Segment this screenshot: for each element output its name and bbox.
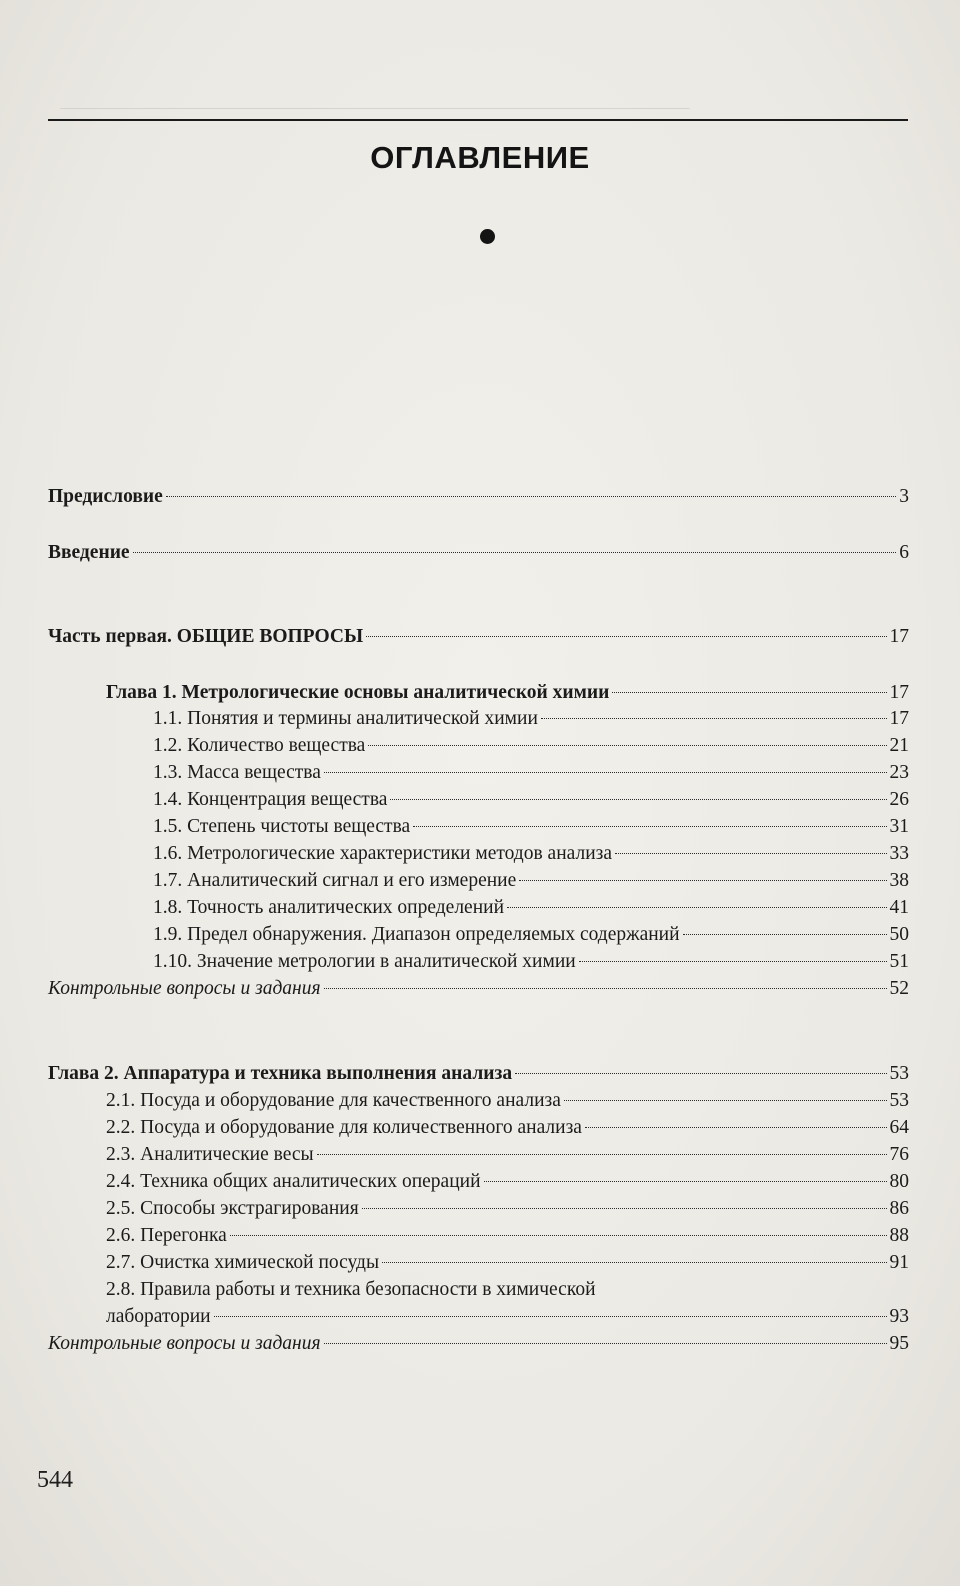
toc-section-title: Значение метрологии в аналитической химии	[196, 951, 576, 972]
toc-section-page: 80	[889, 1171, 909, 1192]
page-title: ОГЛАВЛЕНИЕ	[370, 140, 590, 175]
toc-section-title: Масса вещества	[187, 762, 321, 783]
toc-section-title: Правила работы и техника безопасности в химической	[140, 1279, 596, 1300]
show-through-text: ———————————————————————————————	[60, 96, 690, 118]
dot-leader	[579, 961, 887, 962]
toc-section-2-4	[106, 1170, 909, 1194]
toc-entry-chapter-1-questions	[48, 977, 909, 1001]
dot-leader	[519, 880, 886, 881]
toc-section-label	[153, 815, 410, 839]
toc-section-number: 2.8.	[106, 1279, 136, 1300]
dot-leader	[541, 718, 887, 719]
toc-entry-label: Часть первая. ОБЩИЕ ВОПРОСЫ	[48, 626, 364, 647]
page-number: 544	[37, 1467, 73, 1493]
dot-leader	[214, 1316, 887, 1317]
toc-section-1-1	[153, 707, 909, 731]
toc-entry-chapter-2-questions	[48, 1332, 909, 1356]
toc-entry-preface	[48, 485, 909, 509]
toc-section-title: Посуда и оборудование для количественного анализа	[140, 1117, 582, 1138]
toc-entry-page: 53	[889, 1063, 909, 1084]
toc-section-title: Способы экстрагирования	[140, 1198, 359, 1219]
toc-entry-chapter-1	[106, 681, 909, 705]
toc-section-label	[153, 869, 516, 893]
dot-leader	[362, 1208, 887, 1209]
toc-section-title: Техника общих аналитических операций	[140, 1171, 481, 1192]
toc-section-label	[153, 923, 680, 947]
toc-section-title: Концентрация вещества	[187, 789, 388, 810]
toc-entry-label: Глава 2. Аппаратура и техника выполнения анализа	[48, 1063, 513, 1084]
toc-section-page: 23	[889, 762, 909, 783]
toc-section-page: 93	[889, 1306, 909, 1327]
toc-section-page: 53	[889, 1090, 909, 1111]
toc-section-title: Перегонка	[140, 1225, 227, 1246]
toc-entry-label: Глава 1. Метрологические основы аналитической химии	[106, 682, 610, 703]
toc-section-label	[106, 1170, 481, 1194]
toc-entry-label: Введение	[48, 542, 130, 563]
toc-section-2-2	[106, 1116, 909, 1140]
dot-leader	[133, 552, 897, 553]
toc-section-number: 1.8.	[153, 897, 183, 918]
toc-section-number: 2.5.	[106, 1198, 136, 1219]
toc-section-number: 1.6.	[153, 843, 183, 864]
dot-leader	[382, 1262, 886, 1263]
toc-section-number: 2.6.	[106, 1225, 136, 1246]
toc-section-page: 26	[889, 789, 909, 810]
dot-leader	[324, 772, 887, 773]
toc-section-label	[153, 734, 365, 758]
toc-section-1-8	[153, 896, 909, 920]
toc-section-2-7	[106, 1251, 909, 1275]
toc-section-number: 2.1.	[106, 1090, 136, 1111]
toc-section-label	[106, 1089, 561, 1113]
toc-section-title: Аналитические весы	[140, 1144, 314, 1165]
toc-section-label	[106, 1224, 227, 1248]
toc-entry-label: Контрольные вопросы и задания	[48, 1333, 321, 1354]
toc-section-title-continued: лаборатории	[106, 1306, 211, 1327]
dot-leader	[612, 692, 886, 693]
toc-section-label	[106, 1197, 359, 1221]
toc-section-title: Метрологические характеристики методов анализа	[187, 843, 612, 864]
dot-leader	[390, 799, 886, 800]
dot-leader	[368, 745, 886, 746]
toc-section-title: Посуда и оборудование для качественного анализа	[140, 1090, 561, 1111]
toc-section-page: 76	[889, 1144, 909, 1165]
toc-section-label	[153, 950, 576, 974]
toc-section-page: 17	[889, 708, 909, 729]
toc-section-1-4	[153, 788, 909, 812]
dot-leader	[484, 1181, 887, 1182]
dot-leader	[317, 1154, 887, 1155]
toc-entry-page: 3	[899, 486, 909, 507]
toc-section-2-8-line2	[106, 1305, 909, 1329]
toc-section-number: 2.2.	[106, 1117, 136, 1138]
toc-section-1-5	[153, 815, 909, 839]
toc-section-2-6	[106, 1224, 909, 1248]
toc-section-title: Точность аналитических определений	[187, 897, 505, 918]
title-ornament-dot	[480, 229, 495, 244]
toc-entry-page: 6	[899, 542, 909, 563]
toc-section-2-8-line1	[106, 1278, 596, 1302]
toc-section-page: 38	[889, 870, 909, 891]
toc-section-page: 50	[889, 924, 909, 945]
toc-section-2-1	[106, 1089, 909, 1113]
toc-section-title: Количество вещества	[187, 735, 366, 756]
toc-section-number: 2.7.	[106, 1252, 136, 1273]
dot-leader	[366, 636, 886, 637]
toc-section-label	[106, 1251, 379, 1275]
dot-leader	[683, 934, 887, 935]
toc-section-page: 21	[889, 735, 909, 756]
toc-section-1-10	[153, 950, 909, 974]
toc-section-page: 51	[889, 951, 909, 972]
dot-leader	[615, 853, 887, 854]
toc-section-number: 1.1.	[153, 708, 183, 729]
toc-section-page: 41	[889, 897, 909, 918]
toc-entry-page: 52	[889, 978, 909, 999]
toc-section-number: 1.9.	[153, 924, 183, 945]
toc-section-1-2	[153, 734, 909, 758]
toc-entry-chapter-2	[48, 1062, 909, 1086]
toc-entry-label: Контрольные вопросы и задания	[48, 978, 321, 999]
toc-section-title: Аналитический сигнал и его измерение	[187, 870, 517, 891]
toc-section-number: 1.2.	[153, 735, 183, 756]
toc-section-number: 1.7.	[153, 870, 183, 891]
toc-section-title: Понятия и термины аналитической химии	[187, 708, 538, 729]
toc-section-label	[106, 1116, 582, 1140]
dot-leader	[515, 1073, 886, 1074]
header-rule	[48, 119, 908, 121]
toc-section-number: 1.5.	[153, 816, 183, 837]
toc-section-2-3	[106, 1143, 909, 1167]
toc-section-number: 2.3.	[106, 1144, 136, 1165]
toc-section-label	[153, 842, 612, 866]
toc-section-label	[153, 896, 504, 920]
toc-section-1-3	[153, 761, 909, 785]
toc-entry-label: Предисловие	[48, 486, 163, 507]
dot-leader	[585, 1127, 887, 1128]
toc-entry-part-1	[48, 625, 909, 649]
toc-section-page: 86	[889, 1198, 909, 1219]
toc-section-2-5	[106, 1197, 909, 1221]
toc-section-title: Предел обнаружения. Диапазон определяемых содержаний	[187, 924, 680, 945]
toc-entry-page: 17	[889, 682, 909, 703]
toc-entry-introduction	[48, 541, 909, 565]
toc-section-label	[153, 707, 538, 731]
toc-section-page: 88	[889, 1225, 909, 1246]
toc-section-number: 1.10.	[153, 951, 192, 972]
toc-section-label	[153, 761, 321, 785]
toc-section-page: 31	[889, 816, 909, 837]
toc-section-1-6	[153, 842, 909, 866]
toc-section-title: Очистка химической посуды	[140, 1252, 380, 1273]
toc-entry-page: 95	[889, 1333, 909, 1354]
toc-section-label	[106, 1143, 314, 1167]
toc-section-page: 64	[889, 1117, 909, 1138]
dot-leader	[413, 826, 886, 827]
dot-leader	[324, 988, 887, 989]
toc-section-title: Степень чистоты вещества	[187, 816, 411, 837]
toc-entry-page: 17	[889, 626, 909, 647]
toc-section-1-9	[153, 923, 909, 947]
toc-section-label	[153, 788, 387, 812]
toc-section-number: 1.4.	[153, 789, 183, 810]
toc-section-number: 1.3.	[153, 762, 183, 783]
dot-leader	[230, 1235, 887, 1236]
dot-leader	[507, 907, 886, 908]
dot-leader	[564, 1100, 887, 1101]
toc-section-page: 91	[889, 1252, 909, 1273]
toc-section-1-7	[153, 869, 909, 893]
toc-section-page: 33	[889, 843, 909, 864]
dot-leader	[324, 1343, 887, 1344]
toc-section-number: 2.4.	[106, 1171, 136, 1192]
dot-leader	[166, 496, 896, 497]
